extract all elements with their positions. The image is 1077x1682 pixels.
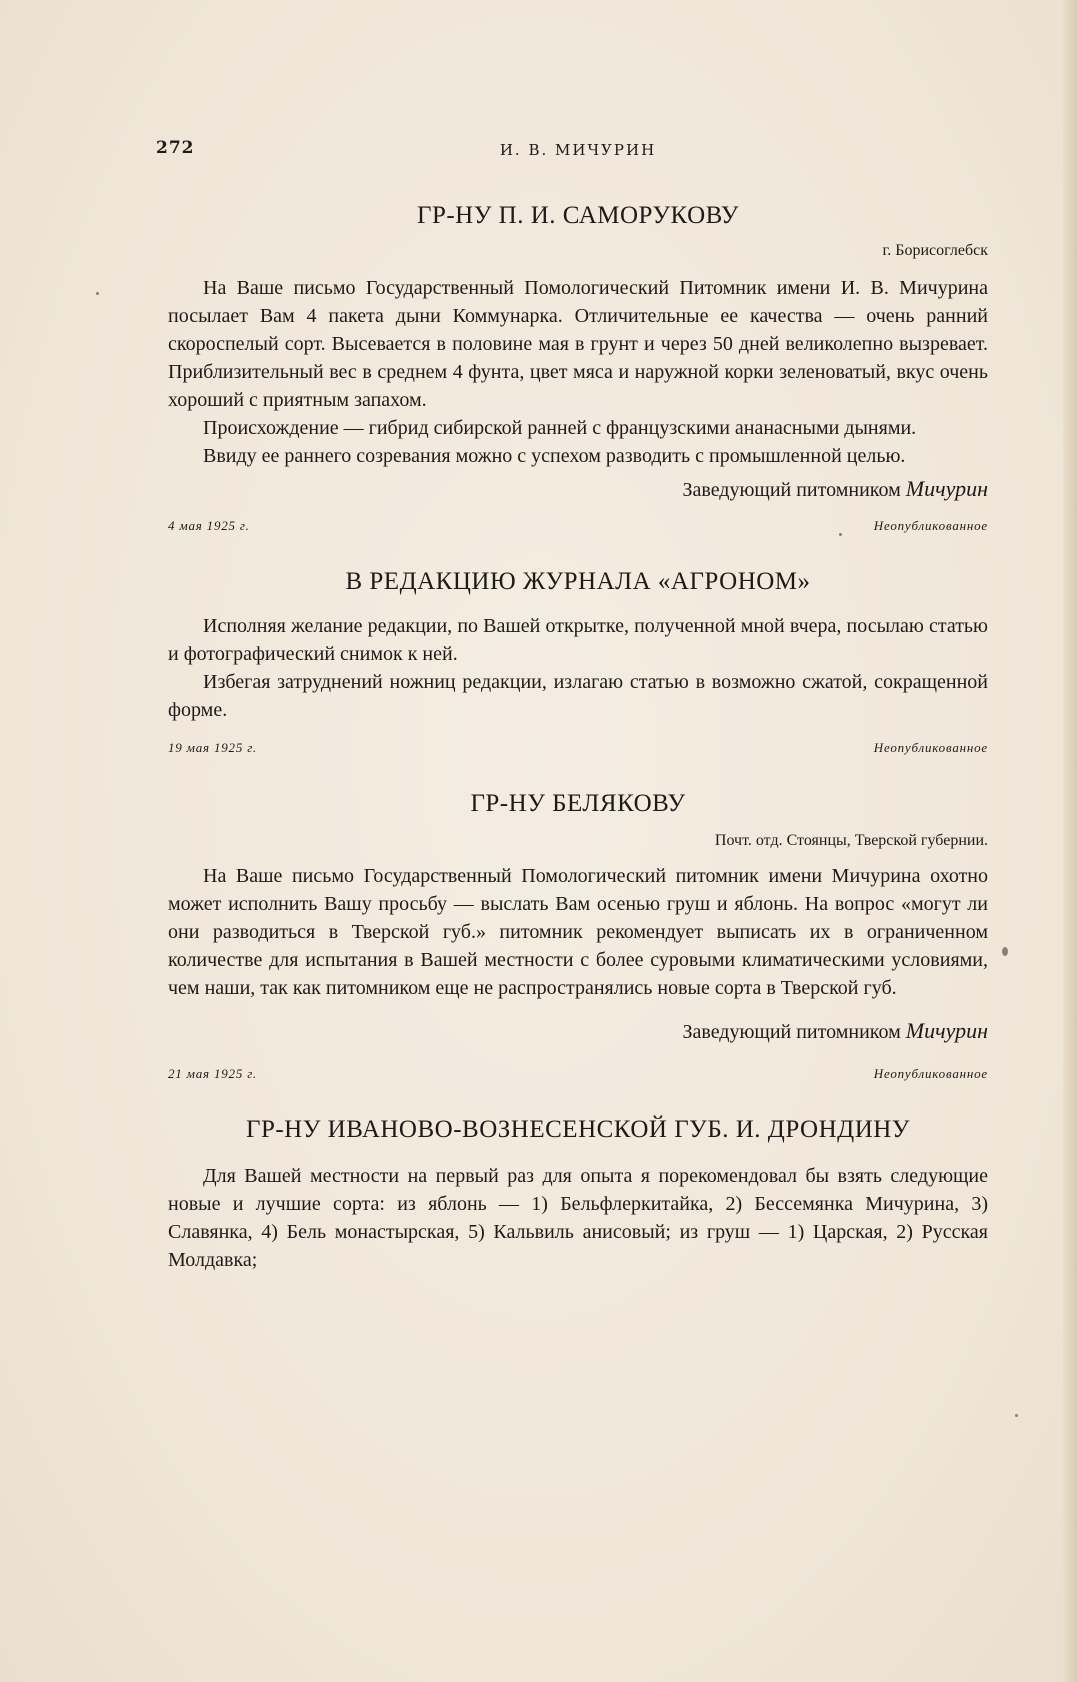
- paper-speck: [1015, 1414, 1018, 1417]
- publication-status: Неопубликованное: [873, 518, 988, 533]
- letter-meta: [168, 1066, 988, 1082]
- page-content: [156, 130, 988, 1274]
- letter-heading: В РЕДАКЦИЮ ЖУРНАЛА «АГРОНОМ»: [345, 568, 811, 595]
- publication-status: Неопубликованное: [873, 740, 988, 755]
- letter-place: г. Борисоглебск: [882, 242, 988, 259]
- letter-place: Почт. отд. Стоянцы, Тверской губернии.: [714, 832, 988, 849]
- letter-signature: [168, 476, 988, 502]
- letter-drondin: [168, 1116, 988, 1274]
- letter-paragraph: Избегая затруднений ножниц редакции, излагаю статью в возможно сжатой, сокращенной форме.: [168, 671, 988, 721]
- letter-samorukov: [168, 202, 988, 534]
- running-title: И. В. МИЧУРИН: [499, 141, 657, 159]
- signature-name: Мичурин: [905, 1018, 988, 1043]
- letter-paragraph: На Ваше письмо Государственный Помологический Питомник имени И. В. Мичурина посылает Вам 4 пакета дыни Коммунарка. Отличительные ее качества — очень ранний скороспелый сорт. Высевается в половине мая в грунт и через 50 дней великолепно вызревает. Приблизительный вес в среднем 4 фунта, цвет мяса и наружной корки зеленоватый, вкус очень хороший с приятным запахом.: [168, 277, 988, 411]
- letter-belyakov: [168, 790, 988, 1082]
- publication-status: Неопубликованное: [873, 1066, 988, 1081]
- signature-name: Мичурин: [905, 476, 988, 501]
- paper-speck: [1002, 947, 1008, 956]
- letter-meta: [168, 740, 988, 756]
- signature-title: Заведующий питомником: [682, 1021, 901, 1043]
- letter-date: 21 мая 1925 г.: [168, 1066, 257, 1081]
- letter-paragraph: Для Вашей местности на первый раз для опыта я порекомендовал бы взять следующие новые и лучшие сорта: из яблонь — 1) Бельфлеркитайка, 2) Бессемянка Мичурина, 3) Славянка, 4) Бель монастырская, 5) Кальвиль анисовый; из груш — 1) Царская, 2) Русская Молдавка;: [168, 1165, 988, 1271]
- letter-heading: ГР-НУ П. И. САМОРУКОВУ: [417, 202, 739, 229]
- letter-paragraph: Исполняя желание редакции, по Вашей открытке, полученной мной вчера, посылаю статью и фотографический снимок к ней.: [168, 615, 988, 665]
- letter-paragraph: Происхождение — гибрид сибирской ранней с французскими ананасными дынями.: [203, 417, 917, 439]
- page-edge: [1063, 0, 1077, 1682]
- paper-speck: [96, 292, 99, 295]
- paper-speck: [839, 533, 842, 536]
- letter-heading: ГР-НУ БЕЛЯКОВУ: [470, 790, 686, 817]
- letter-meta: [168, 518, 988, 534]
- letter-date: 19 мая 1925 г.: [168, 740, 257, 755]
- letter-signature: [168, 1018, 988, 1044]
- signature-title: Заведующий питомником: [682, 479, 901, 501]
- letter-paragraph: На Ваше письмо Государственный Помологический питомник имени Мичурина охотно может исполнить Вашу просьбу — выслать Вам осенью груш и яблонь. На вопрос «могут ли они разводиться в Тверской губ.» питомник рекомендует выписать их в ограниченном количестве для испытания в Вашей местности с более суровыми климатическими условиями, чем наши, так как питомником еще не распространялись новые сорта в Тверской губ.: [168, 865, 988, 999]
- letter-agronom: [168, 568, 988, 756]
- page-number: 272: [156, 138, 195, 158]
- running-head: [156, 130, 988, 160]
- letter-paragraph: Ввиду ее раннего созревания можно с успехом разводить с промышленной целью.: [203, 445, 906, 467]
- letter-date: 4 мая 1925 г.: [168, 518, 250, 533]
- letter-heading: ГР-НУ ИВАНОВО-ВОЗНЕСЕНСКОЙ ГУБ. И. ДРОНДИНУ: [245, 1116, 911, 1143]
